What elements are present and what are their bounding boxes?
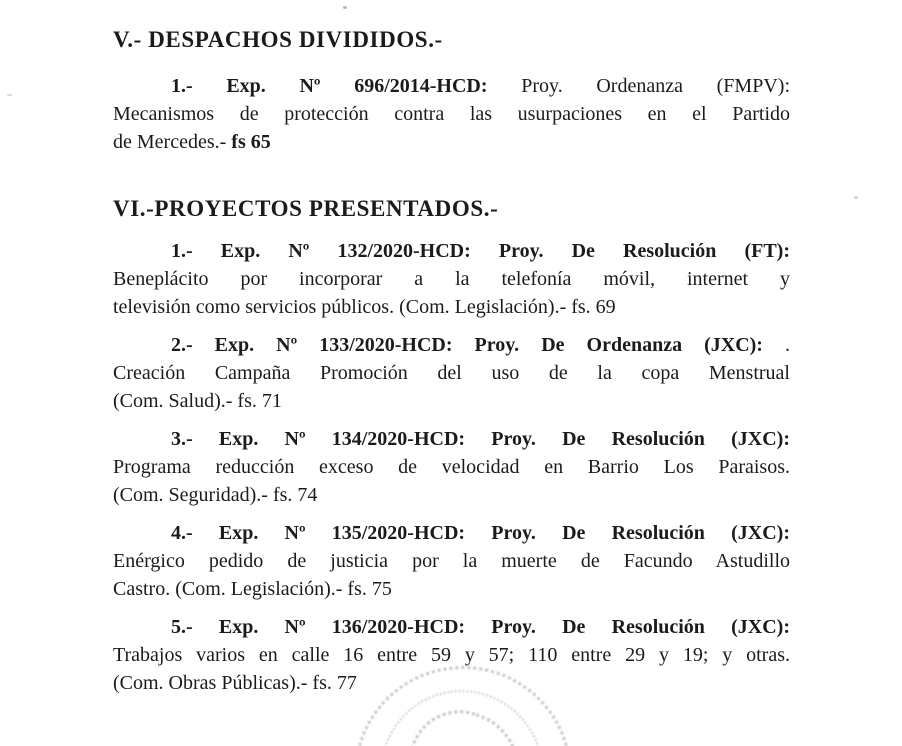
section-v-heading: V.- DESPACHOS DIVIDIDOS.-: [113, 27, 443, 52]
item-exp-number: 4.- Exp. Nº 135/2020-HCD: Proy. De Resolución (JXC):: [171, 522, 790, 544]
item-body-line: Castro. (Com. Legislación).- fs. 75: [113, 578, 392, 600]
item-exp-number: 1.- Exp. Nº 696/2014-HCD:: [171, 75, 488, 97]
agenda-item-v1: [113, 72, 790, 156]
item-headline: [113, 425, 790, 453]
agenda-item-vi2: [113, 331, 790, 415]
item-body-line: Enérgico pedido de justicia por la muerte de Facundo Astudillo: [113, 550, 790, 572]
item-headline: [113, 331, 790, 359]
scan-speck: [7, 94, 12, 96]
agenda-item-vi3: [113, 425, 790, 509]
item-exp-number: 2.- Exp. Nº 133/2020-HCD: Proy. De Ordenanza (JXC):: [171, 334, 763, 356]
item-headline: [113, 519, 790, 547]
agenda-item-vi1: [113, 237, 790, 321]
document-content: [113, 0, 790, 697]
item-body-text: de Mercedes.-: [113, 131, 227, 153]
item-exp-number: 5.- Exp. Nº 136/2020-HCD: Proy. De Resolución (JXC):: [171, 616, 790, 638]
section-vi-heading: VI.-PROYECTOS PRESENTADOS.-: [113, 196, 499, 221]
item-headline: [113, 72, 790, 100]
seal-center-emblem: [390, 696, 537, 746]
item-body-line: Programa reducción exceso de velocidad en Barrio Los Paraisos.: [113, 456, 790, 478]
item-body-line: (Com. Seguridad).- fs. 74: [113, 484, 318, 506]
item-body-line: (Com. Obras Públicas).- fs. 77: [113, 672, 357, 694]
agenda-item-vi5: [113, 613, 790, 697]
item-headline: [113, 613, 790, 641]
item-exp-number: 1.- Exp. Nº 132/2020-HCD: Proy. De Resolución (FT):: [171, 240, 790, 262]
item-proy-type: Proy. Ordenanza (FMPV):: [521, 75, 790, 97]
item-body-line: Beneplácito por incorporar a la telefonía móvil, internet y: [113, 268, 790, 290]
item-exp-number: 3.- Exp. Nº 134/2020-HCD: Proy. De Resolución (JXC):: [171, 428, 790, 450]
folio-ref: fs 65: [231, 131, 271, 153]
item-body-line: Trabajos varios en calle 16 entre 59 y 57; 110 entre 29 y 19; y otras.: [113, 644, 790, 666]
item-body-line: [113, 128, 790, 156]
item-body-line: Creación Campaña Promoción del uso de la copa Menstrual: [113, 362, 790, 384]
item-body-line: Mecanismos de protección contra las usurpaciones en el Partido: [113, 103, 790, 125]
item-headline-suffix: .: [785, 334, 790, 356]
item-headline: [113, 237, 790, 265]
scan-speck: [854, 196, 858, 199]
item-body-line: (Com. Salud).- fs. 71: [113, 390, 282, 412]
item-body-line: televisión como servicios públicos. (Com. Legislación).- fs. 69: [113, 296, 616, 318]
agenda-item-vi4: [113, 519, 790, 603]
